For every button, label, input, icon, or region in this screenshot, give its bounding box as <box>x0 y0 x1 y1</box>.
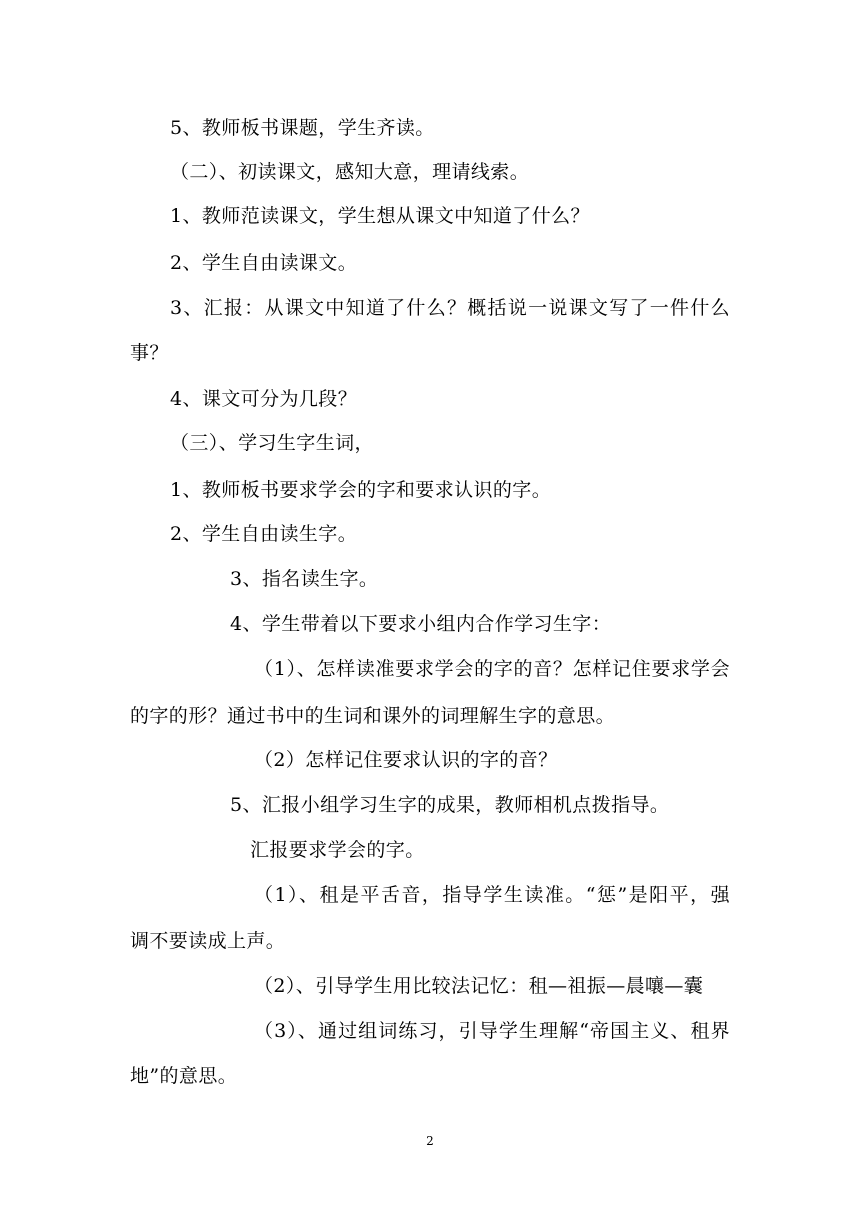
paragraph-line: 3、汇报：从课文中知道了什么？概括说一说课文写了一件什么 <box>170 297 730 319</box>
paragraph-line: 5、汇报小组学习生字的成果，教师相机点拨指导。 <box>230 794 670 816</box>
paragraph-line: （2）怎样记住要求认识的字的音？ <box>254 749 558 771</box>
paragraph-line: （3）、通过组词练习，引导学生理解“帝国主义、租界 <box>254 1020 730 1042</box>
paragraph-line: 4、课文可分为几段？ <box>170 388 358 410</box>
paragraph-line: （2）、引导学生用比较法记忆：租—祖振—晨嚷—囊 <box>254 975 704 997</box>
section-heading: （二）、初读课文，感知大意，理请线索。 <box>170 161 530 183</box>
paragraph-line: 2、学生自由读生字。 <box>170 523 358 545</box>
paragraph-line: （1）、怎样读准要求学会的字的音？怎样记住要求学会 <box>254 658 730 680</box>
paragraph-line: 1、教师范读课文，学生想从课文中知道了什么？ <box>170 205 590 227</box>
section-heading: （三）、学习生字生词， <box>170 432 374 454</box>
paragraph-line: （1）、租是平舌音，指导学生读准。“惩”是阳平，强 <box>254 884 730 906</box>
paragraph-line: 3、指名读生字。 <box>230 568 379 590</box>
paragraph-line: 5、教师板书课题，学生齐读。 <box>170 117 435 139</box>
paragraph-line: 2、学生自由读课文。 <box>170 252 358 274</box>
paragraph-line: 4、学生带着以下要求小组内合作学习生字： <box>230 613 612 635</box>
paragraph-line: 1、教师板书要求学会的字和要求认识的字。 <box>170 479 552 501</box>
paragraph-line: 地”的意思。 <box>130 1065 238 1087</box>
page-number: 2 <box>426 1134 434 1148</box>
paragraph-line: 汇报要求学会的字。 <box>250 839 425 861</box>
paragraph-line: 的字的形？通过书中的生词和课外的词理解生字的意思。 <box>130 705 616 727</box>
paragraph-line: 调不要读成上声。 <box>130 930 286 952</box>
paragraph-line: 事？ <box>130 342 169 364</box>
